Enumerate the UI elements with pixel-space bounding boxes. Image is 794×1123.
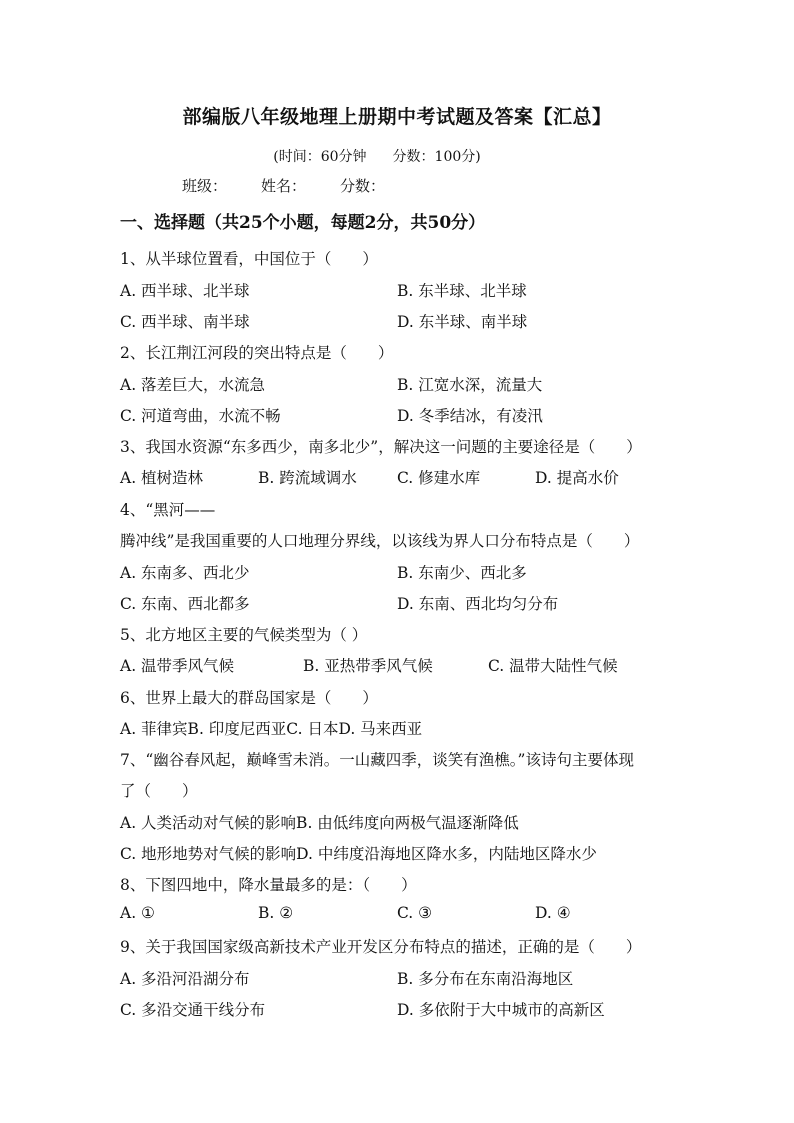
time-limit: (时间：60分钟: [273, 149, 367, 165]
q4-option-c: C. 东南、西北都多: [120, 595, 250, 613]
q3-option-b: B. 跨流域调水: [258, 469, 357, 487]
class-label: 班级：: [182, 177, 228, 195]
question-4-stem-line1: 4、“黑河——: [120, 501, 216, 519]
q5-option-a: A. 温带季风气候: [120, 657, 235, 675]
question-4-stem-line2: 腾冲线”是我国重要的人口地理分界线，以该线为界人口分布特点是（ ）: [120, 532, 640, 550]
score-label: 分数：: [340, 177, 386, 195]
q8-option-b: B. ②: [258, 904, 294, 922]
question-2-stem: 2、长江荆江河段的突出特点是（ ）: [120, 344, 394, 362]
question-1-stem: 1、从半球位置看，中国位于（ ）: [120, 250, 378, 268]
q3-option-c: C. 修建水库: [397, 469, 481, 487]
q4-option-d: D. 东南、西北均匀分布: [397, 595, 559, 613]
q8-option-c: C. ③: [397, 904, 433, 922]
q1-option-a: A. 西半球、北半球: [120, 282, 250, 300]
question-6-stem: 6、世界上最大的群岛国家是（ ）: [120, 689, 378, 707]
student-info: [182, 175, 419, 196]
q9-option-c: C. 多沿交通干线分布: [120, 1001, 266, 1019]
q7-options-ab: A. 人类活动对气候的影响B. 由低纬度向两极气温逐渐降低: [120, 814, 519, 832]
question-7-stem-line1: 7、“幽谷春风起，巅峰雪未消。一山藏四季，谈笑有渔樵。”该诗句主要体现: [120, 751, 634, 769]
question-3-stem: 3、我国水资源“东多西少，南多北少”，解决这一问题的主要途径是（ ）: [120, 438, 642, 456]
q2-option-c: C. 河道弯曲，水流不畅: [120, 407, 281, 425]
q9-option-a: A. 多沿河沿湖分布: [120, 970, 250, 988]
question-5-stem: 5、北方地区主要的气候类型为（ ）: [120, 626, 368, 644]
exam-subtitle: [0, 146, 754, 166]
question-7-stem-line2: 了（ ）: [120, 782, 198, 800]
q9-option-b: B. 多分布在东南沿海地区: [397, 970, 574, 988]
q8-option-a: A. ①: [120, 904, 155, 922]
q4-option-a: A. 东南多、西北少: [120, 564, 250, 582]
q2-option-b: B. 江宽水深，流量大: [397, 376, 543, 394]
q5-option-b: B. 亚热带季风气候: [303, 657, 433, 675]
q2-option-d: D. 冬季结冰，有凌汛: [397, 407, 543, 425]
q7-options-cd: C. 地形地势对气候的影响D. 中纬度沿海地区降水多，内陆地区降水少: [120, 845, 597, 863]
q9-option-d: D. 多依附于大中城市的高新区: [397, 1001, 605, 1019]
exam-title: 部编版八年级地理上册期中考试题及答案【汇总】: [182, 106, 612, 128]
q3-option-a: A. 植树造林: [120, 469, 204, 487]
section-title: 一、选择题（共25个小题，每题2分，共50分）: [120, 213, 486, 233]
name-label: 姓名：: [261, 177, 307, 195]
q1-option-b: B. 东半球、北半球: [397, 282, 527, 300]
q1-option-c: C. 西半球、南半球: [120, 313, 250, 331]
question-8-stem: 8、下图四地中，降水量最多的是：（ ）: [120, 876, 417, 894]
total-score: 分数：100分): [392, 149, 481, 165]
q6-options: A. 菲律宾B. 印度尼西亚C. 日本D. 马来西亚: [120, 720, 423, 738]
q5-option-c: C. 温带大陆性气候: [488, 657, 618, 675]
q3-option-d: D. 提高水价: [535, 469, 619, 487]
q2-option-a: A. 落差巨大，水流急: [120, 376, 266, 394]
q1-option-d: D. 东半球、南半球: [397, 313, 528, 331]
q8-option-d: D. ④: [535, 904, 571, 922]
q4-option-b: B. 东南少、西北多: [397, 564, 527, 582]
question-9-stem: 9、关于我国国家级高新技术产业开发区分布特点的描述，正确的是（ ）: [120, 938, 642, 956]
